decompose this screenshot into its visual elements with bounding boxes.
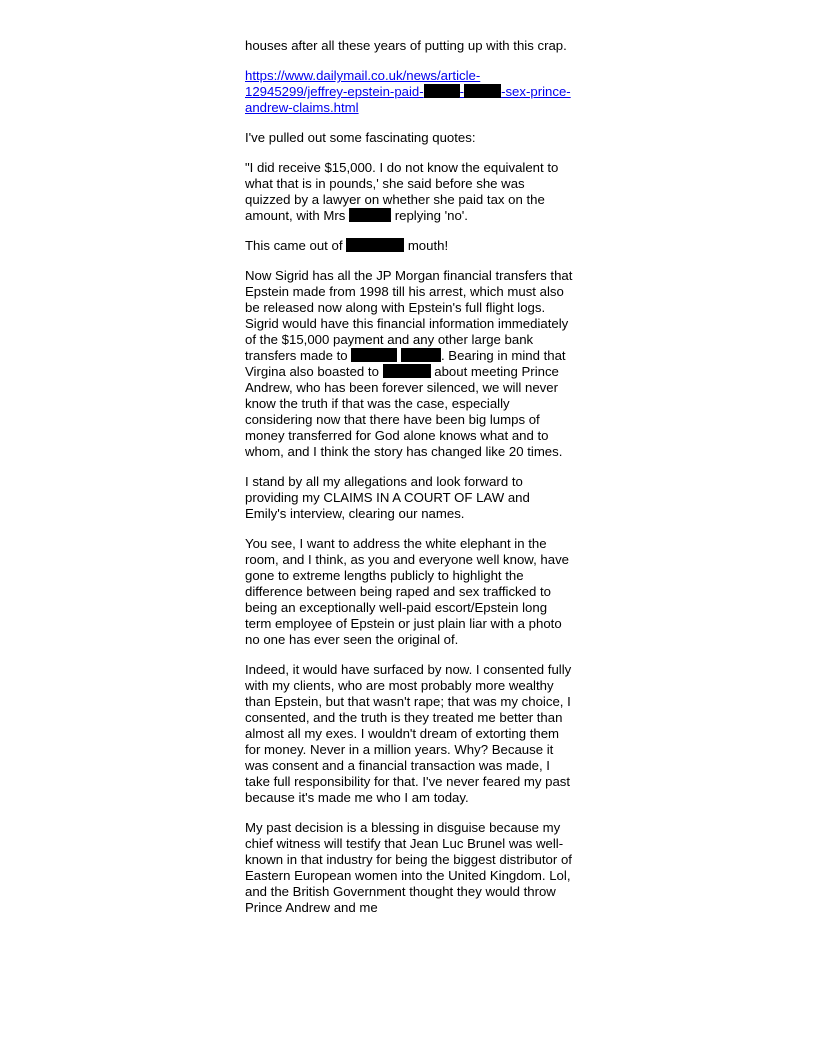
mouth-text-start: This came out of <box>245 238 347 253</box>
paragraph-sigrid <box>245 268 573 460</box>
paragraph-mouth <box>245 238 573 254</box>
redaction-block <box>351 348 397 362</box>
article-link-paragraph <box>245 68 573 116</box>
redaction-block <box>464 84 501 98</box>
sigrid-text-part-2: . Bearing in mind that Virgina also boasted to <box>245 348 566 379</box>
paragraph-consent-text: Indeed, it would have surfaced by now. I consented fully with my clients, who are most probably more wealthy than Epstein, but that wasn't rape; that was my choice, I consented, and the truth is they treated me better than almost all my exes. I wouldn't dream of extorting them for money. Never in a million years. Why? Because it was consent and a financial transaction was made, I take full responsibility for that. I've never feared my past because it's made me who I am today. <box>245 662 572 805</box>
quote-text-end: replying 'no'. <box>391 208 468 223</box>
sigrid-text-part-3: about meeting Prince Andrew, who has been forever silenced, we will never know the truth if that was the case, especially considering now that there have been big lumps of money transferred for God alone knows what and to whom, and I think the story has changed like 20 times. <box>245 364 563 459</box>
paragraph-allegations-text: I stand by all my allegations and look forward to providing my CLAIMS IN A COURT OF LAW and Emily's interview, clearing our names. <box>245 474 530 521</box>
article-link-part-3[interactable]: -sex-prince-andrew-claims.html <box>245 84 571 115</box>
article-link-part-1[interactable]: https://www.dailymail.co.uk/news/article-12945299/jeffrey-epstein-paid- <box>245 68 481 99</box>
paragraph-past-decision <box>245 820 573 916</box>
redaction-block <box>424 84 460 98</box>
article-link[interactable] <box>245 68 571 115</box>
redaction-block <box>383 364 431 378</box>
email-body <box>245 38 573 930</box>
mouth-text-end: mouth! <box>404 238 449 253</box>
paragraph-quotes-intro-text: I've pulled out some fascinating quotes: <box>245 130 476 145</box>
paragraph-white-elephant-text: You see, I want to address the white elephant in the room, and I think, as you and everyone well know, have gone to extreme lengths publicly to highlight the difference between being raped and sex trafficked to being an exceptionally well-paid escort/Epstein long term employee of Epstein or just plain liar with a photo no one has ever seen the original of. <box>245 536 570 647</box>
paragraph-houses-text: houses after all these years of putting up with this crap. <box>245 38 567 53</box>
paragraph-quotes-intro <box>245 130 573 146</box>
paragraph-white-elephant <box>245 536 573 648</box>
paragraph-past-decision-text: My past decision is a blessing in disguise because my chief witness will testify that Jean Luc Brunel was well-known in that industry for being the biggest distributor of Eastern European women into the United Kingdom. Lol, and the British Government thought they would throw Prince Andrew and me <box>245 820 572 915</box>
paragraph-quote <box>245 160 573 224</box>
article-link-part-2[interactable]: - <box>459 84 465 99</box>
paragraph-consent <box>245 662 573 806</box>
redaction-block <box>349 208 391 222</box>
redaction-block <box>346 238 404 252</box>
sigrid-text-part-1: Now Sigrid has all the JP Morgan financial transfers that Epstein made from 1998 till his arrest, which must also be released now along with Epstein's full flight logs. Sigrid would have this financial information immediately of the $15,000 payment and any other large bank transfers made to <box>245 268 573 363</box>
paragraph-allegations <box>245 474 573 522</box>
redaction-block <box>401 348 441 362</box>
quote-text-start: "I did receive $15,000. I do not know the equivalent to what that is in pounds,' she said before she was quizzed by a lawyer on whether she paid tax on the amount, with Mrs <box>245 160 559 223</box>
paragraph-houses <box>245 38 573 54</box>
